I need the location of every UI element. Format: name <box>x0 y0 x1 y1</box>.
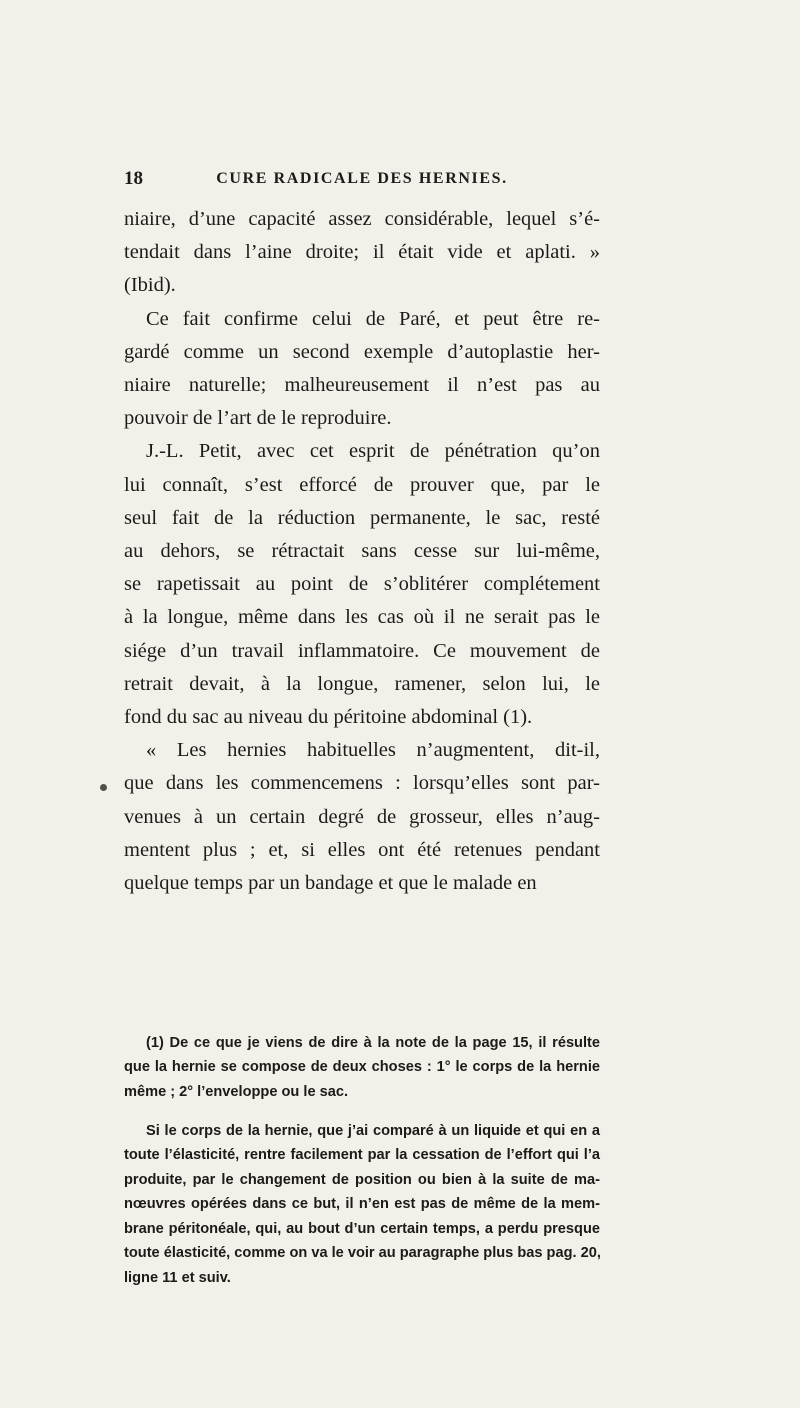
text-line: (1) De ce que je viens de dire à la note de la page 15, il résulte <box>146 1034 600 1051</box>
running-title: CURE RADICALE DES HERNIES. <box>216 170 508 187</box>
text-line: lui connaît, s’est efforcé de prouver que, par le <box>124 473 600 496</box>
text-line: brane péritonéale, qui, au bout d’un certain temps, a perdu presque <box>124 1220 600 1237</box>
text-line: retrait devait, à la longue, ramener, selon lui, le <box>124 672 600 695</box>
text-line: au dehors, se rétractait sans cesse sur lui-même, <box>124 540 600 563</box>
paragraph <box>124 303 600 436</box>
text-line: à la longue, même dans les cas où il ne serait pas le <box>124 606 600 629</box>
text-line: venues à un certain degré de grosseur, elles n’aug- <box>124 805 600 828</box>
text-line: Ce fait confirme celui de Paré, et peut être re- <box>146 307 600 330</box>
page-number: 18 <box>124 168 143 189</box>
text-line: toute l’élasticité, rentre facilement par la cessation de l’effort qui l’a <box>124 1147 600 1164</box>
text-line: quelque temps par un bandage et que le malade en <box>124 872 537 895</box>
text-line: que la hernie se compose de deux choses : 1° le corps de la hernie <box>124 1059 600 1076</box>
text-line: (Ibid). <box>124 274 176 297</box>
footnote-paragraph <box>124 1031 600 1105</box>
paragraph <box>124 734 600 900</box>
paragraph <box>124 435 600 734</box>
text-line: que dans les commencemens : lorsqu’elles sont par- <box>124 772 600 795</box>
ink-spot <box>100 784 107 791</box>
text-line: pouvoir de l’art de le reproduire. <box>124 407 392 430</box>
paragraph <box>124 203 600 303</box>
text-line: mentent plus ; et, si elles ont été retenues pendant <box>124 838 600 861</box>
page-header <box>124 168 600 194</box>
text-line: nœuvres opérées dans ce but, il n’en est pas de même de la mem- <box>124 1196 600 1213</box>
text-line: produite, par le changement de position ou bien à la suite de ma- <box>124 1171 600 1188</box>
text-line: niaire naturelle; malheureusement il n’est pas au <box>124 374 600 397</box>
text-line: même ; 2° l’enveloppe ou le sac. <box>124 1083 349 1100</box>
text-line: Si le corps de la hernie, que j’ai comparé à un liquide et qui en a <box>146 1122 600 1139</box>
text-line: tendait dans l’aine droite; il était vide et aplati. » <box>124 241 600 264</box>
text-line: ligne 11 et suiv. <box>124 1269 231 1286</box>
text-line: se rapetissait au point de s’oblitérer complétement <box>124 573 600 596</box>
text-line: J.-L. Petit, avec cet esprit de pénétration qu’on <box>146 440 600 463</box>
text-line: fond du sac au niveau du péritoine abdominal (1). <box>124 706 533 729</box>
footnote-paragraph <box>124 1119 600 1291</box>
text-line: niaire, d’une capacité assez considérable, lequel s’é- <box>124 208 600 230</box>
text-line: « Les hernies habituelles n’augmentent, dit-il, <box>146 739 600 762</box>
text-line: gardé comme un second exemple d’autoplastie her- <box>124 340 600 363</box>
text-line: toute élasticité, comme on va le voir au paragraphe plus bas pag. 20, <box>124 1245 601 1262</box>
text-line: siége d’un travail inflammatoire. Ce mouvement de <box>124 639 600 662</box>
main-text <box>124 203 600 900</box>
footnotes <box>124 1016 600 1305</box>
text-line: seul fait de la réduction permanente, le sac, resté <box>124 506 600 529</box>
